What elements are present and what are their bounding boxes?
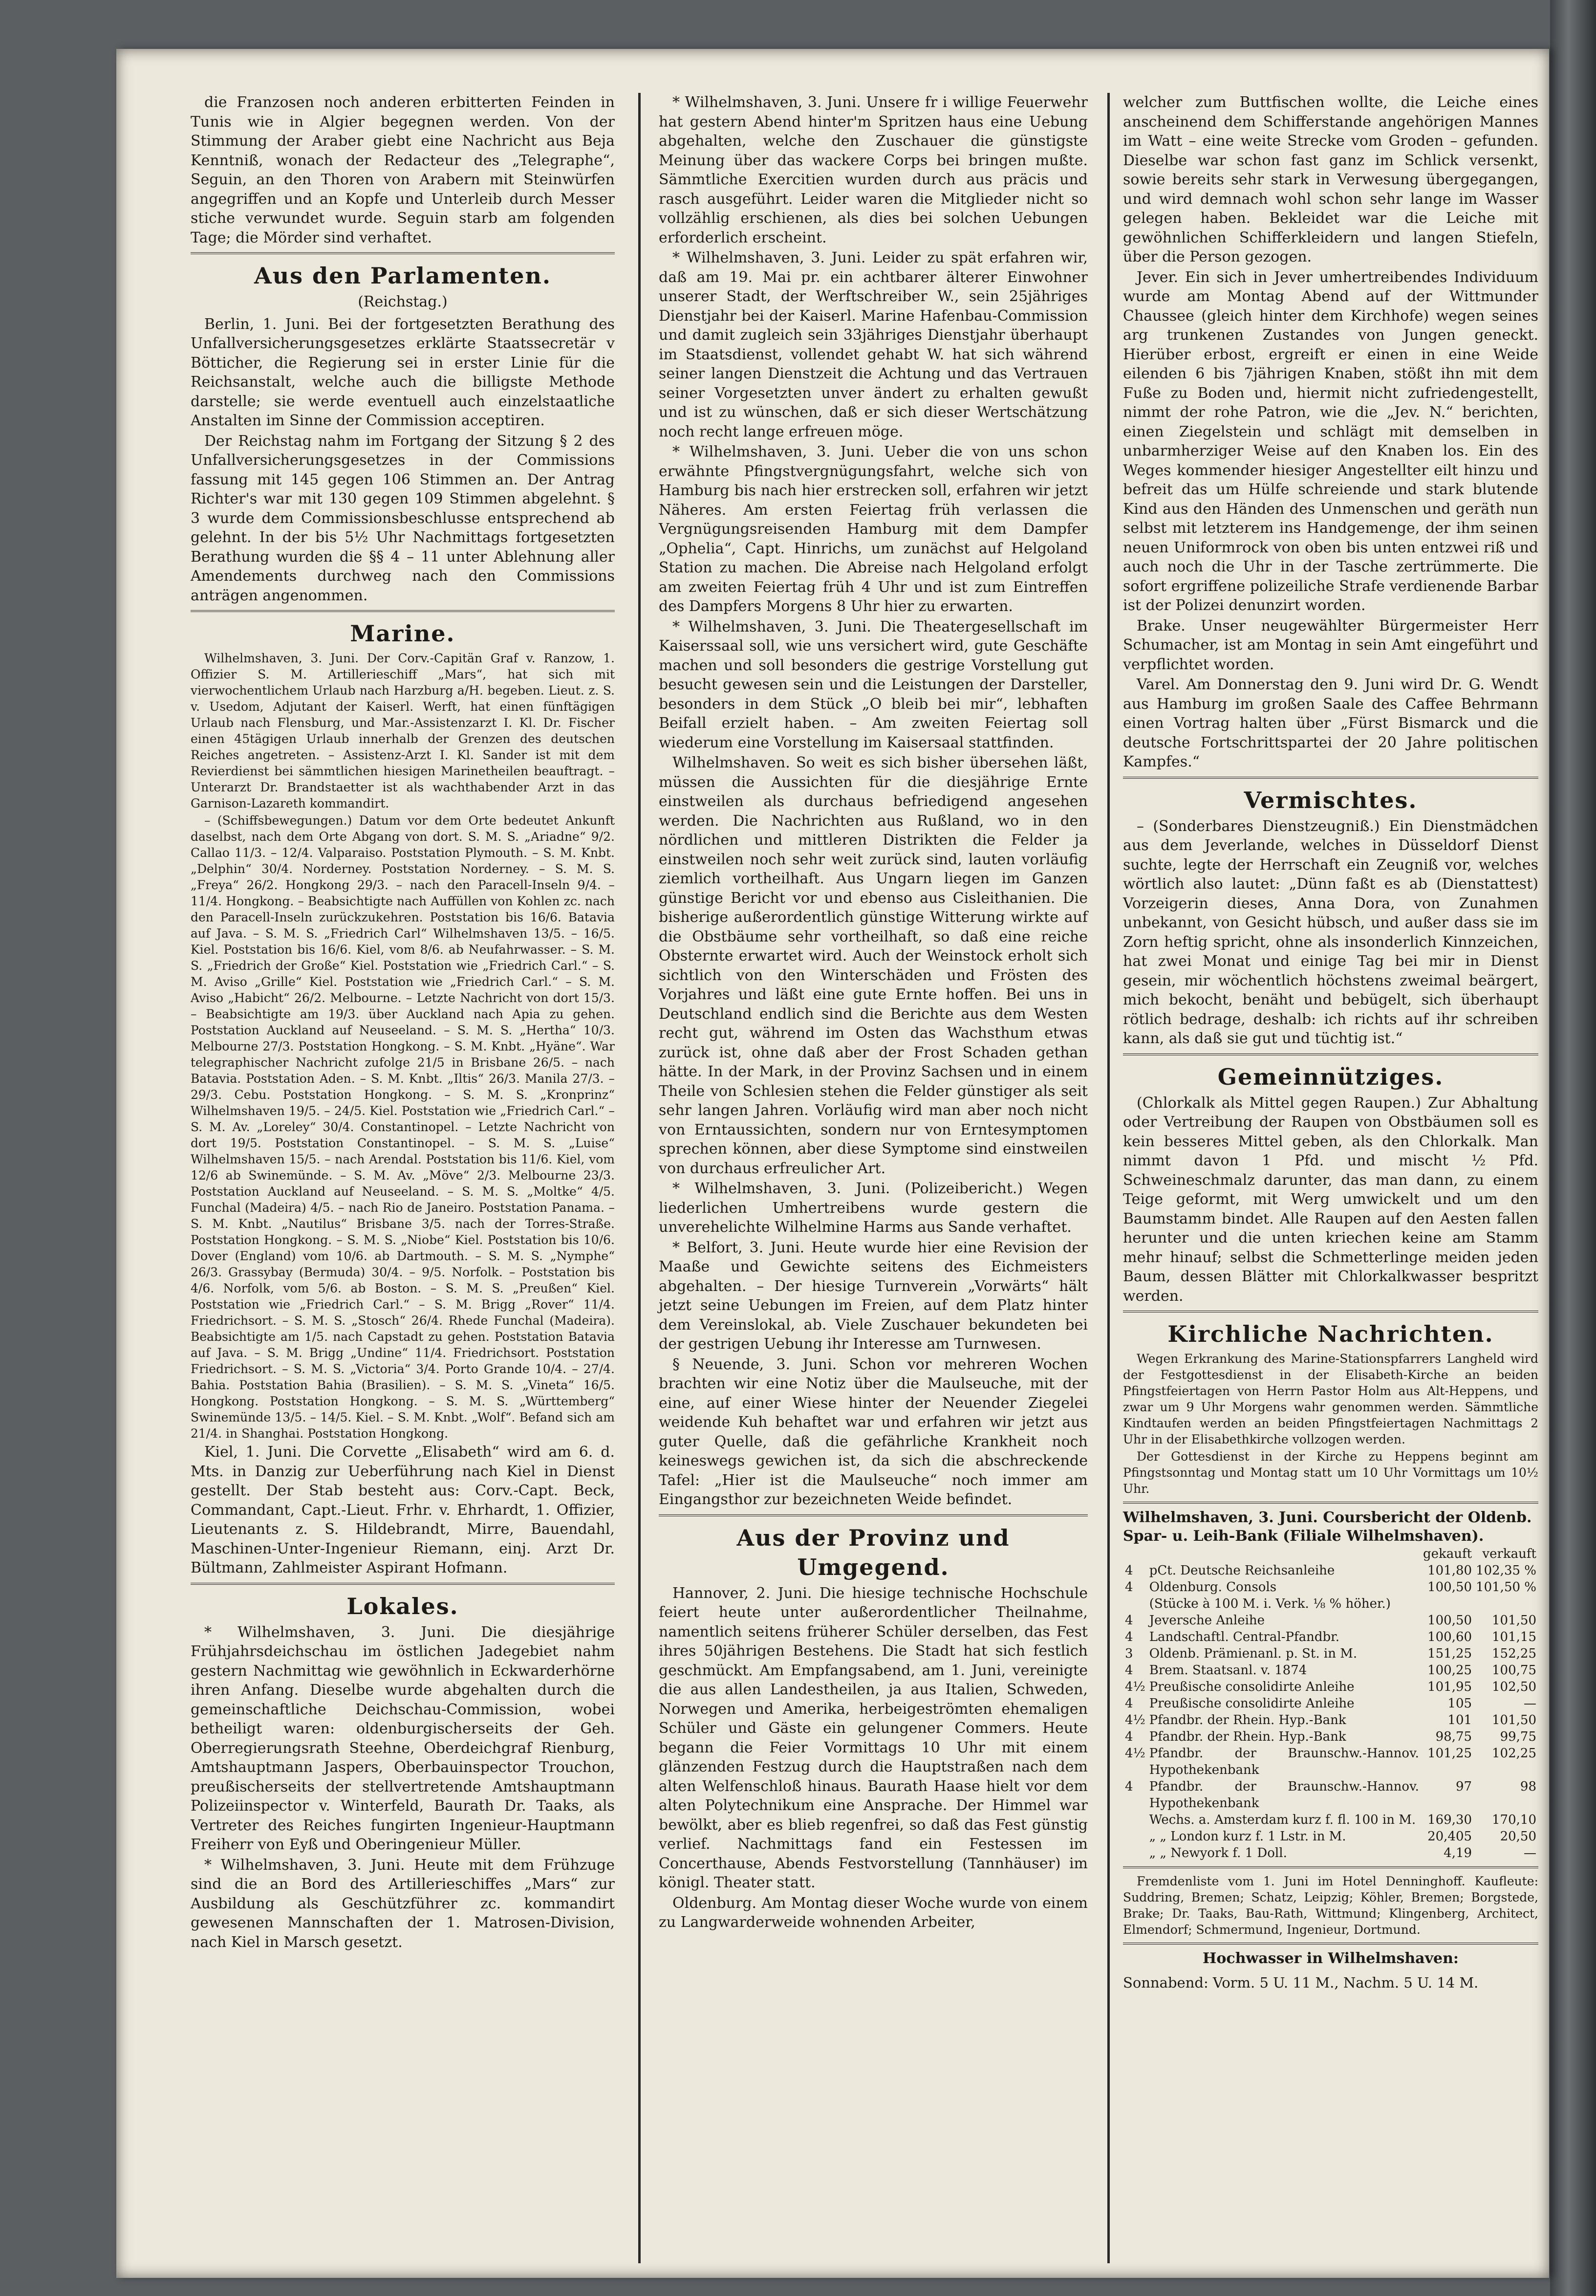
section-heading-misc: Vermischtes. [1244,787,1418,813]
course-cell: 4 [1125,1779,1133,1794]
tide-times: Sonnabend: Vorm. 5 U. 11 M., Nachm. 5 U. 14 M. [1123,1974,1479,1991]
course-cell: 99,75 [1500,1729,1536,1744]
divider [191,1583,615,1585]
course-cell: 100,50 [1427,1613,1472,1628]
course-row [1123,1812,1538,1828]
section-subheading: (Reichstag.) [358,293,448,310]
course-cell: 97 [1455,1779,1472,1794]
article-local: * Wilhelmshaven, 3. Juni. Die diesjährige Frühjahrsdeichschau im östlichen Jadegebiet nahm gestern Nachmittag wie gewöhnlich in Eckwarderhörne ihren Anfang. Dieselbe wurde abgehalten durch die gemeinschaftliche Deichschau-Commission, wobei betheiligt waren: oldenburgischerseits der Geh. Oberregierungsrath Steehne, Oberdeichgraf Rienburg, Amtshauptmann Jaspers, Oberbauinspector Trouchon, preußischerseits der stellvertretende Amtshauptmann Polizeiinspector v. Winterfeld, Baurath Dr. Taaks, als Vertreter des Reiches fungirten Ingenieur-Hauptmann Freiherr von Eyß und Oberingenieur Müller. [191,1623,615,1853]
course-cell: 102,50 [1492,1680,1536,1694]
article-local: * Wilhelmshaven, 3. Juni. Heute mit dem Frühzuge sind die an Bord des Artillerieschiffes „Mars“ zur Ausbildung als Geschützführer zc. kommandirt gewesenen Mannschaften der 1. Matrosen-Division, nach Kiel in Marsch gesetzt. [191,1856,615,1951]
course-cell: (Stücke à 100 M. i. Verk. ⅛ % höher.) [1149,1596,1391,1611]
course-table-body [1123,1562,1538,1861]
course-cell: 4½ [1125,1680,1145,1694]
column-rule [638,93,641,2263]
course-row [1123,1712,1538,1728]
article-local: * Wilhelmshaven, 3. Juni. Die Theatergesellschaft im Kaiserssaal soll, wie uns versichert wird, gute Geschäfte machen und soll besonders die gestrige Vorstellung gut besucht gewesen sein und die Leistungen der Darsteller, besonders in dem Stück „O bleib bei mir“, lebhaften Beifall erzielt haben. – Am zweiten Feiertag soll wiederum eine Vorstellung im Kaisersaal stattfinden. [659,618,1088,751]
section-heading-parliament: Aus den Parlamenten. [254,262,551,289]
course-cell: 101,25 [1427,1746,1472,1761]
course-cell: Pfandbr. der Braunschw.-Hannov. Hypothekenbank [1149,1779,1419,1811]
course-row [1123,1662,1538,1679]
course-cell: 4 [1125,1563,1133,1578]
article-local: § Neuende, 3. Juni. Schon vor mehreren Wochen brachten wir eine Notiz über die Maulseuche, mit der eine, auf einer Wiese hinter der Neuender Ziegelei weidende Kuh behaftet war und erfahren wir jetzt aus guter Quelle, daß die gefährliche Krankheit noch keineswegs gewichen ist, da sich die abschreckende Tafel: „Hier ist die Maulseuche“ noch immer am Eingangsthor zur bezeichneten Weide befindet. [659,1356,1088,1508]
course-row [1123,1695,1538,1712]
tide-title: Hochwasser in Wilhelmshaven: [1202,1950,1459,1967]
article-navy: Kiel, 1. Juni. Die Corvette „Elisabeth“ wird am 6. d. Mts. in Danzig zur Ueberführung nach Kiel in Dienst gestellt. Der Stab besteht aus: Corv.-Capt. Beck, Commandant, Capt.-Lieut. Frhr. v. Ehrhardt, 1. Offizier, Lieutenants z. S. Hildebrandt, Mirre, Bauendahl, Maschinen-Unter-Ingenieur Riemann, einj. Arzt Dr. Bültmann, Zahlmeister Aspirant Hofmann. [191,1443,615,1576]
divider [191,252,615,254]
course-cell: 4 [1125,1580,1133,1595]
course-cell: 170,10 [1492,1813,1536,1827]
article-province: Hannover, 2. Juni. Die hiesige technische Hochschule feiert heute unter außerordentlicher Theilnahme, namentlich seitens früherer Schüler derselben, das Fest ihres 50jährigen Bestehens. Die Stadt hat sich festlich geschmückt. Am Empfangsabend, am 1. Juni, vereinigte die aus allen Landestheilen, ja aus Italien, Schweden, Norwegen und Amerika, herbeigeströmten ehemaligen Schüler und Gäste ein gelungener Commers. Heute begann die Feier Vormittags 10 Uhr mit einem glänzenden Festzug durch die Hauptstraßen nach dem alten Welfenschloß hinaus. Baurath Haase hielt vor dem alten Polytechnikum eine Ansprache. Der Himmel war bewölkt, aber es blieb regenfrei, so daß das Fest günstig verlief. Nachmittags fand ein Festessen im Concerthause, Abends Festvorstellung (Tannhäuser) im königl. Theater statt. [659,1584,1088,1891]
course-cell: 3 [1125,1646,1133,1661]
article-church: Der Gottesdienst in der Kirche zu Heppens beginnt am Pfingstsonntag und Montag statt um 10 Uhr Vormittags um 10½ Uhr. [1123,1449,1538,1496]
course-cell: 169,30 [1427,1813,1472,1827]
course-cell: Pfandbr. der Rhein. Hyp.-Bank [1149,1713,1346,1727]
course-cell: 101,50 [1492,1713,1536,1727]
course-row [1123,1645,1538,1662]
course-cell: — [1524,1846,1536,1860]
course-cell: 4,19 [1444,1846,1472,1860]
course-cell: Pfandbr. der Braunschw.-Hannov. Hypothekenbank [1149,1746,1419,1777]
article-local: Wilhelmshaven. So weit es sich bisher übersehen läßt, müssen die Aussichten für die diesjährige Ernte einstweilen als durchaus befriedigend angesehen werden. Die Nachrichten aus Rußland, wo in den nördlichen und mittleren Distrikten die Felder ja einstweilen noch sehr weit zurück sind, lauten vorläufig ziemlich vortheilhaft. Aus Ungarn liegen im Ganzen günstige Bericht vor und ebenso aus Cisleithanien. Die bisherige außerordentlich günstige Witterung wirkte auf die Obstbäume sehr vortheilhaft, so daß eine reiche Obsternte erwartet wird. Auch der Weinstock erholt sich sichtlich von den Winterschäden und Frösten des Vorjahres und läßt eine gute Ernte hoffen. Bei uns in Deutschland endlich sind die Berichte aus dem Westen recht gut, während im Osten das Wachsthum etwas zurück ist, ohne daß aber der Frost Schaden gethan hätte. In der Mark, in der Provinz Sachsen und in einem Theile von Schlesien stehen die Felder günstiger als seit sehr langen Jahren. Vorläufig wird man aber noch nicht von Erntaussichten, sondern nur von Erntesymptomen sprechen können, aber diese Symptome sind einstweilen von durchaus erfreulicher Art. [659,754,1088,1177]
course-cell: „ „ Newyork f. 1 Doll. [1149,1846,1287,1860]
course-cell: 4 [1125,1613,1133,1628]
course-cell [1123,1845,1147,1861]
divider [1123,1311,1538,1312]
course-cell: 101 [1447,1713,1472,1727]
course-row [1123,1596,1538,1612]
divider [1123,1866,1538,1868]
course-cell: 4½ [1125,1713,1145,1727]
course-cell: 4 [1125,1729,1133,1744]
course-cell: Landschaftl. Central-Pfandbr. [1149,1630,1339,1644]
course-row [1123,1828,1538,1845]
course-row [1123,1845,1538,1861]
course-cell: — [1524,1696,1536,1711]
column-middle [659,93,1088,1933]
article-navy: Wilhelmshaven, 3. Juni. Der Corv.-Capitän Graf v. Ranzow, 1. Offizier S. M. Artillerieschiff „Mars“, hat sich mit vierwochentlichem Urlaub nach Harzburg a/H. begeben. Lieut. z. S. v. Usedom, Adjutant der Kaiserl. Werft, hat einen fünftägigen Urlaub nach Flensburg, und Mar.-Assistenzarzt I. Kl. Dr. Fischer einen 45tägigen Urlaub innerhalb der Grenzen des deutschen Reiches angetreten. – Assistenz-Arzt I. Kl. Sander ist mit dem Revierdienst bei sämmtlichen hiesigen Marinetheilen beauftragt. – Unterarzt Dr. Brandstaetter ist als wachthabender Arzt in das Garnison-Lazareth kommandirt. [191,651,615,810]
course-cell: 105 [1447,1696,1472,1711]
scanner-edge [1550,0,1596,2296]
course-cell: 101,80 [1427,1563,1472,1578]
article-province: Brake. Unser neugewählter Bürgermeister Herr Schumacher, ist am Montag in sein Amt eingeführt und verpflichtet worden. [1123,617,1538,673]
course-cell: 152,25 [1492,1646,1536,1661]
divider [191,610,615,612]
course-cell: Oldenburg. Consols [1149,1580,1277,1595]
article-province: Jever. Ein sich in Jever umhertreibendes Individuum wurde am Montag Abend auf der Wittmunder Chaussee (gleich hinter dem Kirchhofe) wegen seines arg trunkenen Zustandes von Jungen geneckt. Hierüber erbost, ergreift er einen in eine Weide eilenden 6 bis 7jährigen Knaben, stößt ihn mit dem Fuße zu Boden und, hiermit nicht zufriedengestellt, nimmt der rohe Patron, wie die „Jev. N.“ berichten, einen Ziegelstein und schlägt mit demselben in unbarmherziger Weise auf den Knaben los. Ein des Weges kommender hiesiger Angestellter eilt hinzu und befreit das um Hülfe schreiende und stark blutende Kind aus den Händen des Unmenschen und geräth nun selbst mit letzterem ins Handgemenge, der ihm seinen neuen Uniformrock von oben bis unten entzwei riß und auch noch die Uhr in der Tasche zertrümmerte. Die sofort ergriffene polizeiliche Strafe verdienende Barbar ist der Polizei denunzirt worden. [1123,268,1538,614]
column-left [191,93,615,1953]
course-row [1123,1579,1538,1596]
course-header-row [1123,1546,1538,1562]
course-cell: 101,50 [1492,1613,1536,1628]
article-local: * Wilhelmshaven, 3. Juni. (Polizeibericht.) Wegen liederlichen Umhertreibens wurde gestern die unverehelichte Wilhelmine Harms aus Sande verhaftet. [659,1180,1088,1236]
article-province: Varel. Am Donnerstag den 9. Juni wird Dr. G. Wendt aus Hamburg im großen Saale des Caffee Behrmann einen Vortrag halten über „Fürst Bismarck und die deutsche Fortschrittspartei der 20 Jahre politischen Kampfes.“ [1123,676,1538,770]
course-cell [1123,1812,1147,1828]
course-cell: 102,25 [1492,1746,1536,1761]
section-heading-province: Aus der Provinz und Umgegend. [736,1524,1010,1580]
course-cell: 101,95 [1427,1680,1472,1694]
article-province: Oldenburg. Am Montag dieser Woche wurde von einem zu Langwarderweide wohnenden Arbeiter, [659,1894,1088,1931]
course-cell: 20,405 [1427,1829,1472,1844]
course-cell: Brem. Staatsanl. v. 1874 [1149,1663,1307,1678]
course-cell [1421,1596,1474,1612]
course-cell: Preußische consolidirte Anleihe [1149,1696,1355,1711]
course-cell: 100,50 [1427,1580,1472,1595]
course-cell: 100,25 [1427,1663,1472,1678]
course-cell: „ „ London kurz f. 1 Lstr. in M. [1149,1829,1346,1844]
article-public: (Chlorkalk als Mittel gegen Raupen.) Zur Abhaltung oder Vertreibung der Raupen von Obstbäumen soll es kein besseres Mittel geben, als den Chlorkalk. Man nimmt davon 1 Pfd. und mischt ½ Pfd. Schweineschmalz darunter, das man dann, zu einem Teige geformt, mit Werg umwickelt und um den Baumstamm bindet. Alle Raupen auf den Aesten fallen herunter und die unten kriechen keine am Stamm mehr hinauf; selbst die Schmetterlinge meiden jeden Baum, dessen Blätter mit Chlorkalkwasser bespritzt werden. [1123,1094,1538,1305]
article-local: * Wilhelmshaven, 3. Juni. Leider zu spät erfahren wir, daß am 19. Mai pr. ein achtbarer älterer Einwohner unserer Stadt, der Werftschreiber W., sein 25jähriges Dienstjahr bei der Kaiserl. Marine Hafenbau-Commission und damit zugleich sein 33jähriges Dienstjahr überhaupt im Staatsdienst, vollendet gehabt W. hat sich während seiner langen Dienstzeit die Achtung und das Vertrauen seiner Vorgesetzten unver ändert zu erhalten gewußt und ist zu wünschen, daß er sich dieser Wertschätzung noch recht lange erfreuen möge. [659,249,1088,440]
course-cell: 102,35 % [1476,1563,1536,1578]
course-cell: Oldenb. Prämienanl. p. St. in M. [1149,1646,1358,1661]
section-heading-local: Lokales. [346,1593,459,1619]
course-row [1123,1679,1538,1695]
course-cell: 4 [1125,1630,1133,1644]
course-header-cell: gekauft [1423,1547,1472,1561]
course-cell: Preußische consolidirte Anleihe [1149,1680,1355,1694]
course-report-title: Wilhelmshaven, 3. Juni. Coursbericht der Oldenb. Spar- u. Leih-Bank (Filiale Wilhelmshaven). [1123,1509,1532,1545]
course-cell: 20,50 [1500,1829,1536,1844]
course-header-cell [1123,1546,1147,1562]
guest-list: Fremdenliste vom 1. Juni im Hotel Denninghoff. Kaufleute: Suddring, Bremen; Schatz, Leipzig; Köhler, Bremen; Borgstede, Brake; Dr. Taaks, Bau-Rath, Wittmund; Klingenberg, Architect, Elmendorf; Schmermund, Ingenieur, Dortmund. [1123,1874,1538,1937]
course-cell [1474,1596,1538,1612]
divider [1123,1053,1538,1055]
course-cell: 98,75 [1435,1729,1472,1744]
article-parliament: Berlin, 1. Juni. Bei der fortgesetzten Berathung des Unfallversicherungsgesetzes erklärte Staatssecretär v Bötticher, die Regierung sei in erster Linie für die Reichsanstalt, welche auch die billigste Methode darstelle; sie werde eventuell auch einzelstaatliche Anstalten im Sinne der Commission acceptiren. [191,315,615,429]
course-header-cell [1147,1546,1421,1562]
section-heading-church: Kirchliche Nachrichten. [1167,1321,1494,1347]
newspaper-page [116,49,1549,2278]
column-right [1123,93,1538,1992]
divider [1123,1943,1538,1945]
course-row [1123,1778,1538,1812]
divider [1123,1502,1538,1504]
article-misc: – (Sonderbares Dienstzeugniß.) Ein Dienstmädchen aus dem Jeverlande, welches in Düsseldorf Dienst suchte, legte der Herrschaft ein Zeugniß vor, welches wörtlich also lautet: „Dünn faßt es ab (Dienstattest) Vorzeigerin dieses, Anna Dora, von Zunahmen unbekannt, von Gesicht hübsch, und außer dass sie im Zorn heftig spricht, ohne als insonderlich Kinnzeichen, hat zwei Monat und einige Tag bei mir in Dienst gesein, mir wöchentlich höchstens zweimal beärgert, mich bekocht, benäht und bebügelt, sich überhaupt rötlich bedrage, deshalb: ich richts auf ihr schreiben kann, als daß sie gut und tüchtig ist.“ [1123,817,1538,1047]
course-cell: 101,50 % [1476,1580,1536,1595]
course-cell: pCt. Deutsche Reichsanleihe [1149,1563,1335,1578]
course-cell: 4 [1125,1663,1133,1678]
course-cell [1123,1596,1147,1612]
article-province: welcher zum Buttfischen wollte, die Leiche eines anscheinend dem Schifferstande angehörigen Mannes im Watt – eine weite Strecke vom Groden – gefunden. Dieselbe war schon fast ganz im Schlick versenkt, sowie bereits sehr stark in Verwesung übergegangen, und wird demnach wohl schon sehr lange im Wasser gelegen haben. Bekleidet war die Leiche mit gewöhnlichen Schifferkleidern und langen Stiefeln, über die Person gezogen. [1123,94,1538,265]
article-local: * Belfort, 3. Juni. Heute wurde hier eine Revision der Maaße und Gewichte seitens des Eichmeisters abgehalten. – Der hiesige Turnverein „Vorwärts“ hält jetzt seine Uebungen im Freien, auf dem Platz hinter dem Vereinslokal, ab. Viele Zuschauer bekundeten bei der gestrigen Uebung ihr Interesse am Turnwesen. [659,1239,1088,1353]
course-cell: Pfandbr. der Rhein. Hyp.-Bank [1149,1729,1346,1744]
course-row [1123,1562,1538,1579]
section-heading-public: Gemeinnütziges. [1217,1063,1444,1090]
divider [659,1514,1088,1516]
section-heading-navy: Marine. [350,620,455,647]
course-cell: 100,75 [1492,1663,1536,1678]
article-parliament: Der Reichstag nahm im Fortgang der Sitzung § 2 des Unfallversicherungsgesetzes in der Commissions fassung mit 145 gegen 106 Stimmen an. Der Antrag Richter's war mit 130 gegen 109 Stimmen abgelehnt. § 3 wurde dem Commissionsbeschlusse entsprechend ab gelehnt. In der bis 5½ Uhr Nachmittags fortgesetzten Berathung wurden die §§ 4 – 11 unter Ablehnung aller Amendements durchweg nach den Commissions anträgen angenommen. [191,432,615,604]
course-cell: 151,25 [1427,1646,1472,1661]
course-header-cell: verkauft [1482,1547,1536,1561]
course-cell: 101,15 [1492,1630,1536,1644]
course-row [1123,1745,1538,1778]
course-table [1123,1546,1538,1861]
course-cell: 100,60 [1427,1630,1472,1644]
course-cell: Jeversche Anleihe [1149,1613,1265,1628]
course-row [1123,1612,1538,1629]
course-cell: 4½ [1125,1746,1145,1761]
divider [1123,777,1538,779]
course-cell: Wechs. a. Amsterdam kurz f. fl. 100 in M. [1149,1813,1416,1827]
article-tunis: die Franzosen noch anderen erbitterten Feinden in Tunis wie in Algier begegnen werden. Von der Stimmung der Araber giebt eine Nachricht aus Beja Kenntniß, wonach der Redacteur des „Telegraphe“, Seguin, an den Thoren von Arabern mit Steinwürfen angegriffen und an Kopfe und Unterleib durch Messer stiche verwundet wurde. Seguin starb am folgenden Tage; die Mörder sind verhaftet. [191,94,615,246]
course-cell: 4 [1125,1696,1133,1711]
course-cell [1123,1828,1147,1845]
course-cell: 98 [1520,1779,1536,1794]
course-row [1123,1728,1538,1745]
article-local: * Wilhelmshaven, 3. Juni. Unsere fr i willige Feuerwehr hat gestern Abend hinter'm Spritzen haus eine Uebung abgehalten, welche den Zuschauer die günstigste Meinung über das wackere Corps bei bringen mußte. Sämmtliche Exercitien wurden durch aus präcis und rasch ausgeführt. Leider waren die Mitglieder nicht so vollzählig erschienen, als dies bei solchen Uebungen erforderlich erscheint. [659,94,1088,246]
column-rule [1107,93,1110,2263]
course-row [1123,1629,1538,1645]
article-ship-movements: – (Schiffsbewegungen.) Datum vor dem Orte bedeutet Ankunft daselbst, nach dem Orte Abgang von dort. S. M. S. „Ariadne“ 9/2. Callao 11/3. – 12/4. Valparaiso. Poststation Plymouth. – S. M. Knbt. „Delphin“ 30/4. Norderney. Poststation Norderney. – S. M. S. „Freya“ 26/2. Hongkong 29/3. – nach den Paracell-Inseln 9/4. – 11/4. Hongkong. – Beabsichtigte nach Auffüllen von Kohlen zc. nach den Paracell-Inseln zurückzukehren. Poststation bis 16/6. Batavia auf Java. – S. M. S. „Friedrich Carl“ Wilhelmshaven 13/5. – 16/5. Kiel. Poststation bis 16/6. Kiel, vom 8/6. ab Neufahrwasser. – S. M. S. „Friedrich der Große“ Kiel. Poststation wie „Friedrich Carl.“ – S. M. Aviso „Grille“ Kiel. Poststation wie „Friedrich Carl.“ – S. M. Aviso „Habicht“ 26/2. Melbourne. – Letzte Nachricht von dort 15/3. – Beabsichtigte am 19/3. über Auckland nach Apia zu gehen. Poststation Auckland auf Neuseeland. – S. M. S. „Hertha“ 10/3. Melbourne 27/3. Poststation Hongkong. – S. M. Knbt. „Hyäne“. War telegraphischer Nachricht zufolge 21/5 in Brisbane 26/5. – nach Batavia. Poststation Aden. – S. M. Knbt. „Iltis“ 26/3. Manila 27/3. – 29/3. Cebu. Poststation Hongkong. – S. M. S. „Kronprinz“ Wilhelmshaven 19/5. – 24/5. Kiel. Poststation wie „Friedrich Carl.“ – S. M. Av. „Loreley“ 30/4. Constantinopel. – Letzte Nachricht von dort 19/5. Poststation Constantinopel. – S. M. S. „Luise“ Wilhelmshaven 15/5. – nach Arendal. Poststation bis 11/6. Kiel, vom 12/6 ab Swinemünde. – S. M. Av. „Möve“ 2/3. Melbourne 23/3. Poststation Auckland auf Neuseeland. – S. M. S. „Moltke“ 4/5. Funchal (Madeira) 4/5. – nach Rio de Janeiro. Poststation Panama. – S. M. Knbt. „Nautilus“ Brisbane 3/5. nach der Torres-Straße. Poststation Hongkong. – S. M. S. „Niobe“ Kiel. Poststation bis 10/6. Dover (England) vom 10/6. ab Dartmouth. – S. M. S. „Nymphe“ 26/3. Grassybay (Bermuda) 30/4. – 9/5. Norfolk. – Poststation bis 4/6. Norfolk, vom 5/6. ab Boston. – S. M. S. „Preußen“ Kiel. Poststation wie „Friedrich Carl.“ – S. M. Brigg „Rover“ 11/4. Friedrichsort. – S. M. S. „Stosch“ 26/4. Rhede Funchal (Madeira). Beabsichtigte am 1/5. nach Capstadt zu gehen. Poststation Batavia auf Java. – S. M. Brigg „Undine“ 11/4. Friedrichsort. Poststation Friedrichsort. – S. M. S. „Victoria“ 3/4. Porto Grande 10/4. – 27/4. Bahia. Poststation Bahia (Brasilien). – S. M. S. „Vineta“ 16/5. Hongkong. Poststation Hongkong. – S. M. S. „Württemberg“ Swinemünde 13/5. – 14/5. Kiel. – S. M. Knbt. „Wolf“. Befand sich am 21/4. in Shanghai. Poststation Hongkong. [191,813,615,1441]
article-church: Wegen Erkrankung des Marine-Stationspfarrers Langheld wird der Festgottesdienst in der Elisabeth-Kirche an beiden Pfingstfeiertagen von Herrn Pastor Holm aus Alt-Heppens, und zwar um 9 Uhr Morgens wahr genommen werden. Sämmtliche Kindtaufen werden an beiden Pfingstfeiertagen Nachmittags 2 Uhr in der Elisabethkirche vollzogen werden. [1123,1352,1538,1446]
article-local: * Wilhelmshaven, 3. Juni. Ueber die von uns schon erwähnte Pfingstvergnügungsfahrt, welche sich von Hamburg bis nach hier erstrecken soll, erfahren wir jetzt Näheres. Am ersten Feiertag früh verlassen die Vergnügungsreisenden Hamburg mit dem Dampfer „Ophelia“, Capt. Hinrichs, um zunächst auf Helgoland Station zu machen. Die Abreise nach Helgoland erfolgt am zweiten Feiertag früh 4 Uhr und ist zum Eintreffen des Dampfers Morgens 8 Uhr hier zu erwarten. [659,443,1088,615]
